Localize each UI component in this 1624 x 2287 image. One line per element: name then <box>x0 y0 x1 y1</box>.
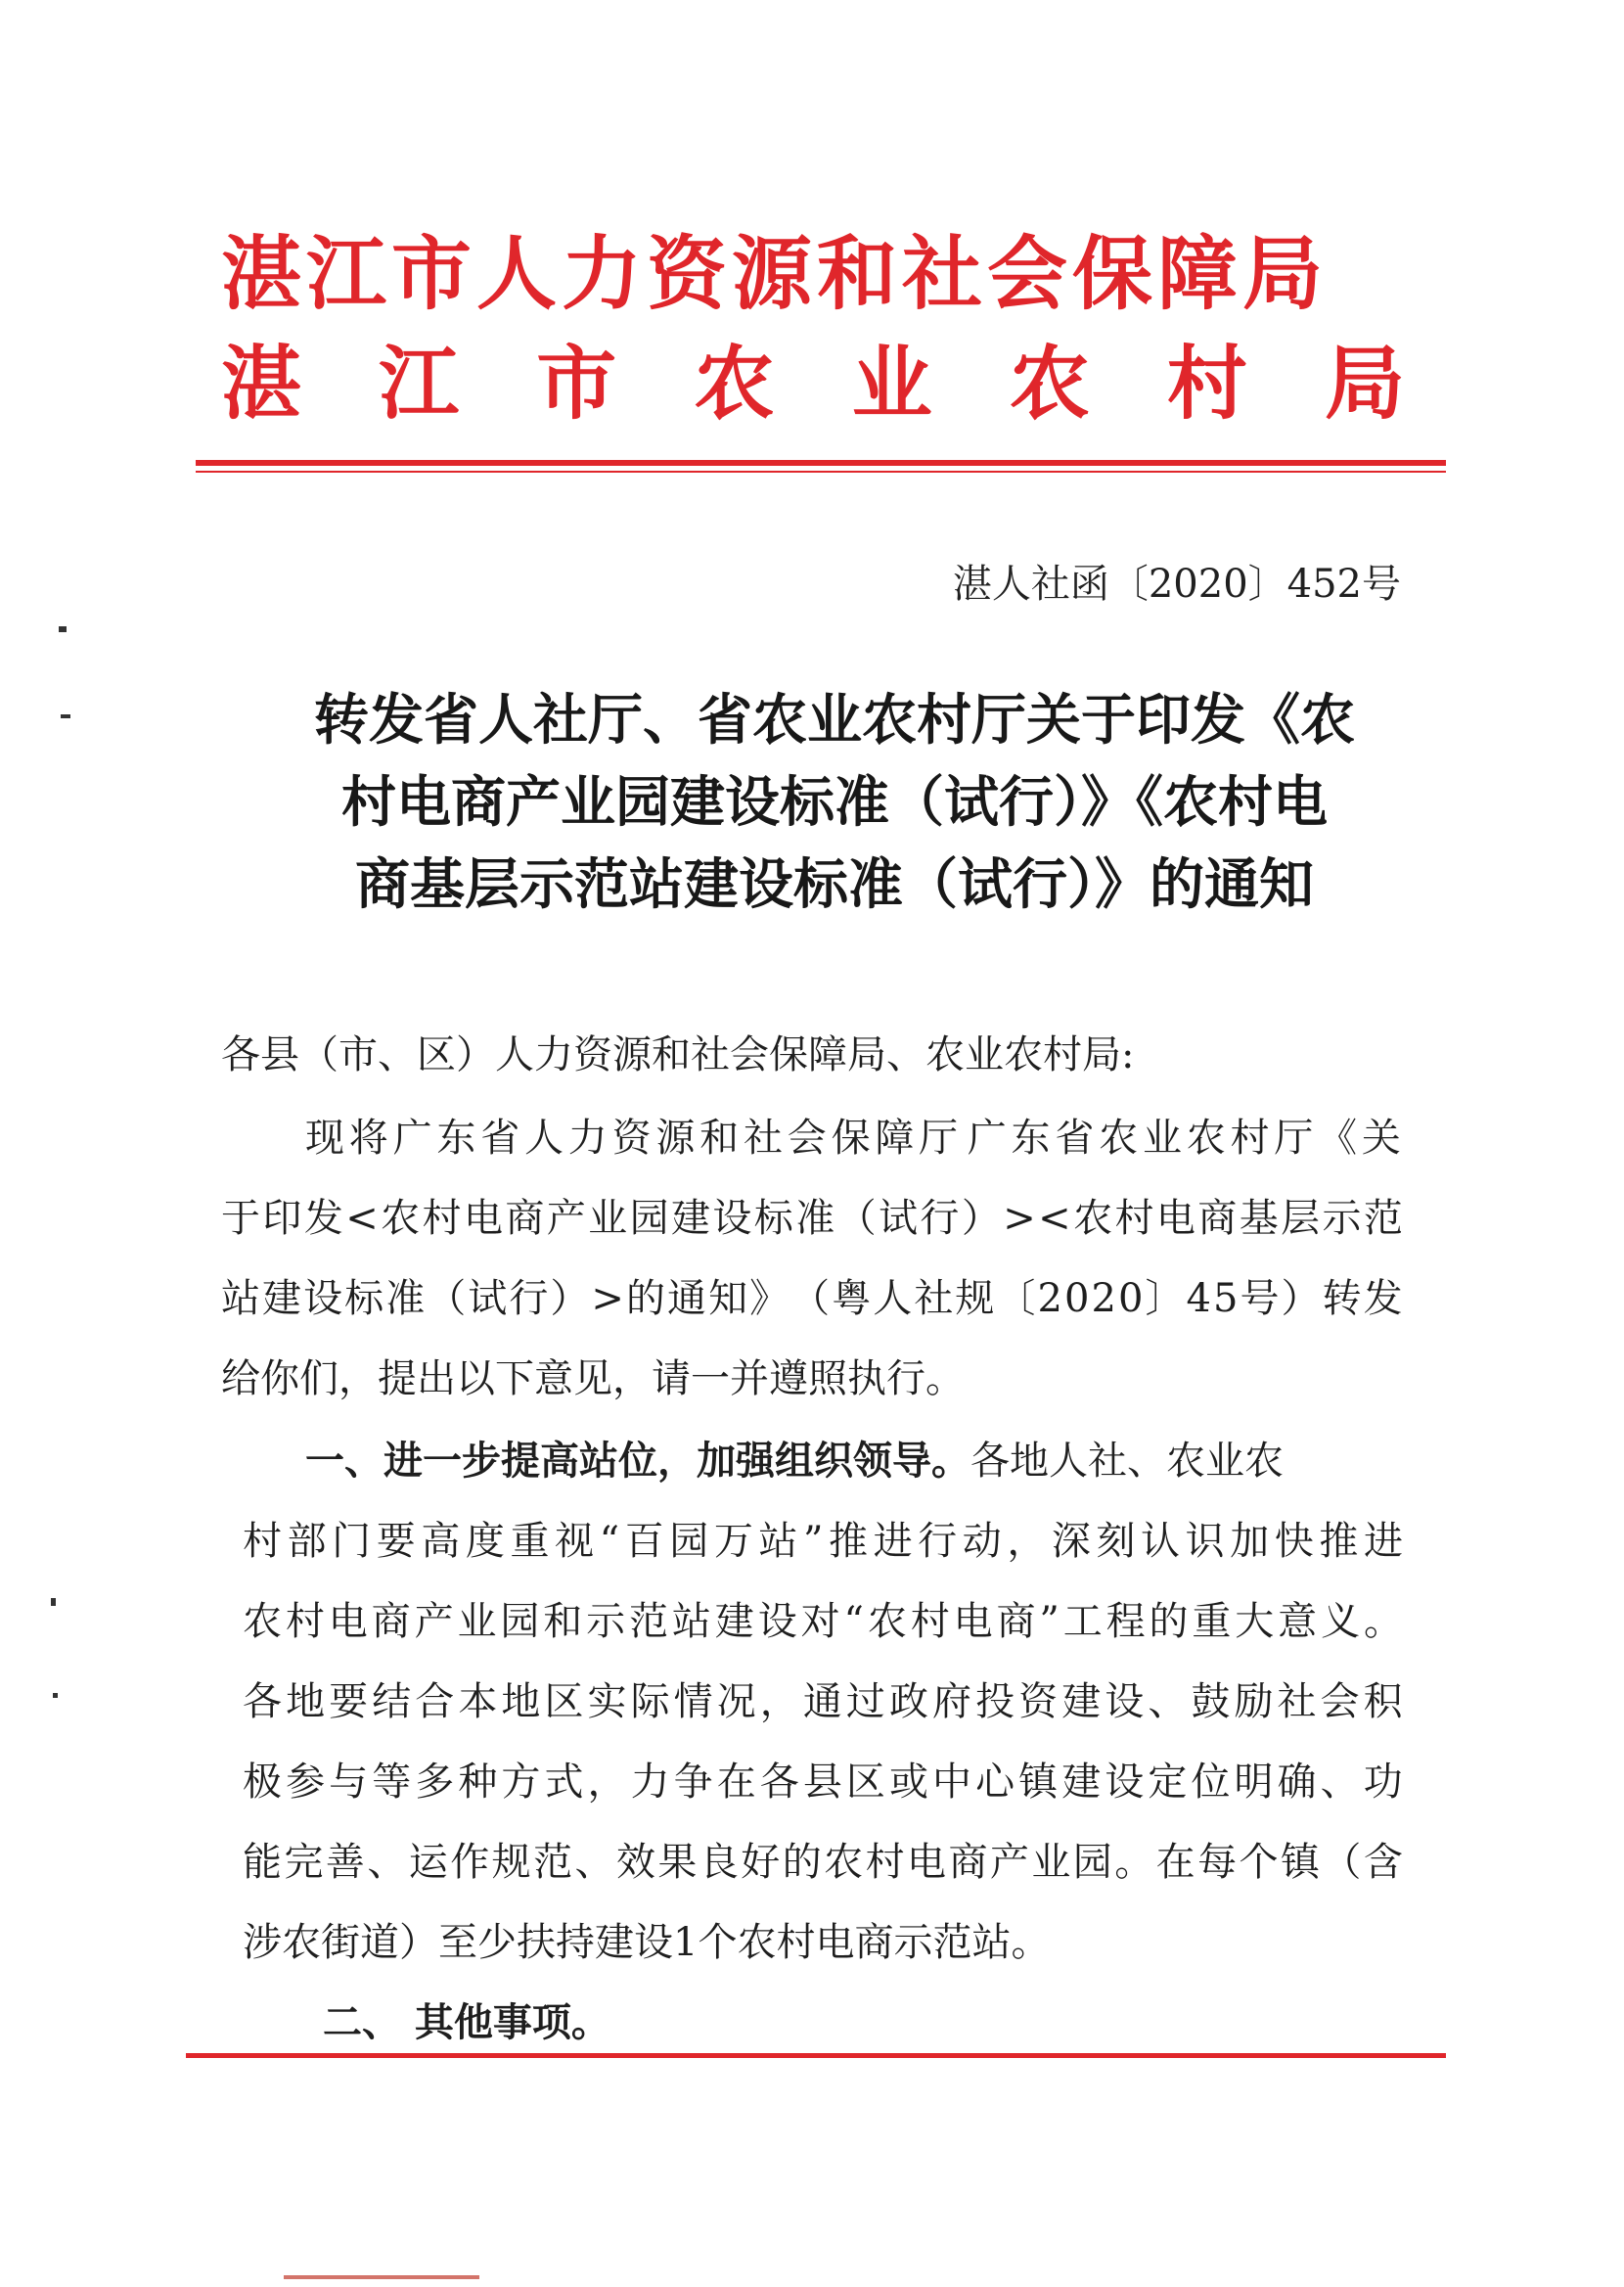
issuer-char: 市 <box>536 337 617 431</box>
glyph: 建 <box>670 1196 710 1241</box>
glyph: 完 <box>284 1840 324 1885</box>
glyph: 源 <box>655 1116 696 1161</box>
glyph: 。 <box>1114 1840 1154 1885</box>
glyph: 重 <box>1192 1599 1232 1644</box>
glyph: 部 <box>287 1519 327 1564</box>
glyph: 关 <box>1361 1116 1401 1161</box>
glyph: 农 <box>243 1599 282 1644</box>
glyph: 要 <box>329 1679 369 1724</box>
glyph: 力 <box>630 1760 670 1805</box>
glyph: 省 <box>480 1116 520 1161</box>
glyph: 行 <box>918 1519 958 1564</box>
glyph: 园 <box>1072 1840 1112 1885</box>
glyph: 大 <box>1235 1599 1275 1644</box>
glyph: 试 <box>468 1276 508 1321</box>
glyph: 义 <box>1321 1599 1361 1644</box>
glyph: 将 <box>348 1116 388 1161</box>
glyph: 印 <box>262 1196 302 1241</box>
glyph: 力 <box>567 1116 608 1161</box>
glyph: （ <box>427 1276 467 1321</box>
glyph: 含 <box>1363 1840 1403 1885</box>
glyph: 试 <box>879 1196 919 1241</box>
title-line: 村电商产业园建设标准（试行）》《农村电 <box>341 771 1328 835</box>
glyph: 合 <box>415 1679 455 1724</box>
scan-mark <box>51 1598 56 1606</box>
glyph: 镇 <box>1018 1760 1059 1805</box>
glyph: 万 <box>713 1519 753 1564</box>
glyph: 门 <box>332 1519 372 1564</box>
glyph: 园 <box>669 1519 709 1564</box>
glyph: ， <box>587 1760 627 1805</box>
glyph: > <box>1003 1196 1036 1241</box>
glyph: 高 <box>421 1519 461 1564</box>
section-2-heading: 二、 其他事项。 <box>323 2000 610 2045</box>
glyph: 村 <box>865 1840 905 1885</box>
glyph: 县 <box>802 1760 842 1805</box>
glyph: 商 <box>505 1196 545 1241</box>
glyph: 动 <box>962 1519 1002 1564</box>
glyph: 规 <box>491 1840 531 1885</box>
glyph: 视 <box>555 1519 595 1564</box>
glyph: 商 <box>996 1599 1036 1644</box>
glyph: 〕 <box>1145 1276 1185 1321</box>
glyph: 〔 <box>996 1276 1036 1321</box>
glyph: 业 <box>1142 1116 1182 1161</box>
glyph: 积 <box>1363 1679 1403 1724</box>
section-1-line <box>243 1838 1403 1887</box>
glyph: 位 <box>1191 1760 1231 1805</box>
glyph: 每 <box>1197 1840 1238 1885</box>
glyph: 发 <box>303 1196 343 1241</box>
glyph: 农 <box>381 1196 421 1241</box>
glyph: 的 <box>782 1840 822 1885</box>
glyph: 通 <box>802 1679 842 1724</box>
glyph: 善 <box>325 1840 365 1885</box>
glyph: 会 <box>1320 1679 1360 1724</box>
scan-mark <box>53 1693 58 1698</box>
glyph: 村 <box>1230 1116 1270 1161</box>
glyph: 鼓 <box>1191 1679 1231 1724</box>
glyph: 在 <box>716 1760 756 1805</box>
glyph: 政 <box>888 1679 928 1724</box>
glyph: 建 <box>262 1276 302 1321</box>
glyph: 府 <box>932 1679 971 1724</box>
glyph: 产 <box>546 1196 586 1241</box>
glyph: 0 <box>1117 1276 1144 1321</box>
glyph: 行 <box>920 1196 960 1241</box>
glyph: 效 <box>615 1840 655 1885</box>
glyph: 范 <box>1363 1196 1403 1241</box>
glyph: 社 <box>743 1116 783 1161</box>
glyph: 电 <box>463 1196 503 1241</box>
glyph: 农 <box>1073 1196 1113 1241</box>
glyph: 明 <box>1234 1760 1274 1805</box>
glyph: 发 <box>1363 1276 1403 1321</box>
intro-line: 给你们，提出以下意见，请一并遵照执行。 <box>221 1356 965 1401</box>
glyph: 电 <box>1155 1196 1195 1241</box>
glyph: 农 <box>824 1840 864 1885</box>
glyph: 的 <box>625 1276 665 1321</box>
glyph: 好 <box>741 1840 781 1885</box>
title-line: 转发省人社厅、省农业农村厅关于印发《农 <box>314 689 1355 753</box>
glyph: 电 <box>328 1599 368 1644</box>
issuer-char: 局 <box>1324 337 1405 431</box>
glyph: 投 <box>975 1679 1015 1724</box>
glyph: 进 <box>873 1519 913 1564</box>
glyph: 标 <box>344 1276 384 1321</box>
glyph: ， <box>1007 1519 1047 1564</box>
intro-line <box>305 1114 1401 1163</box>
glyph: 况 <box>716 1679 756 1724</box>
glyph: ” <box>1039 1599 1060 1644</box>
glyph: < <box>345 1196 379 1241</box>
glyph: 园 <box>629 1196 669 1241</box>
scan-mark <box>61 714 70 718</box>
glyph: 广 <box>967 1116 1007 1161</box>
glyph: 农 <box>1099 1116 1139 1161</box>
section-1-first-line <box>305 1437 1403 1486</box>
glyph: 本 <box>458 1679 498 1724</box>
glyph: 推 <box>829 1519 868 1564</box>
glyph: 、 <box>1320 1760 1360 1805</box>
glyph: ） <box>961 1196 1001 1241</box>
glyph: 2 <box>1091 1276 1116 1321</box>
glyph: 准 <box>795 1196 835 1241</box>
glyph: 资 <box>611 1116 652 1161</box>
glyph: 人 <box>873 1276 913 1321</box>
glyph: 过 <box>845 1679 885 1724</box>
glyph: 参 <box>286 1760 326 1805</box>
header-red-rule <box>196 460 1446 466</box>
issuer-line-agriculture <box>221 335 1405 433</box>
glyph: 度 <box>465 1519 505 1564</box>
glyph: 5 <box>1213 1276 1239 1321</box>
glyph: 果 <box>657 1840 698 1885</box>
glyph: 村 <box>1114 1196 1154 1241</box>
section-1-line <box>243 1517 1403 1566</box>
glyph: 识 <box>1185 1519 1225 1564</box>
glyph: 深 <box>1051 1519 1091 1564</box>
glyph: 0 <box>1063 1276 1090 1321</box>
glyph: “ <box>843 1599 864 1644</box>
glyph: 地 <box>501 1679 541 1724</box>
glyph: 地 <box>286 1679 326 1724</box>
glyph: 设 <box>757 1599 797 1644</box>
glyph: 设 <box>712 1196 752 1241</box>
glyph: 区 <box>544 1679 584 1724</box>
glyph: 际 <box>630 1679 670 1724</box>
glyph: 农 <box>1186 1116 1226 1161</box>
glyph: 极 <box>243 1760 282 1805</box>
glyph: 意 <box>1278 1599 1318 1644</box>
glyph: 心 <box>975 1760 1015 1805</box>
scan-mark <box>284 2275 479 2279</box>
glyph: 产 <box>414 1599 454 1644</box>
glyph: 建 <box>1061 1679 1102 1724</box>
glyph: 作 <box>450 1840 490 1885</box>
glyph: 广 <box>392 1116 432 1161</box>
glyph: 基 <box>1239 1196 1279 1241</box>
glyph: 、 <box>574 1840 614 1885</box>
glyph: ， <box>759 1679 799 1724</box>
section-1-first-line-rest: 各地人社、农业农 <box>970 1439 1284 1484</box>
glyph: 知 <box>708 1276 748 1321</box>
glyph: 定 <box>1148 1760 1188 1805</box>
glyph: 设 <box>1105 1679 1145 1724</box>
glyph: 多 <box>415 1760 455 1805</box>
glyph: 快 <box>1274 1519 1314 1564</box>
glyph: 在 <box>1155 1840 1195 1885</box>
glyph: 示 <box>586 1599 626 1644</box>
glyph: 标 <box>753 1196 793 1241</box>
glyph: 镇 <box>1280 1840 1320 1885</box>
section-1-line: 涉农街道）至少扶持建设1个农村电商示范站。 <box>243 1920 1051 1965</box>
glyph: 和 <box>699 1116 740 1161</box>
footer-red-rule <box>186 2053 1446 2058</box>
glyph: 社 <box>914 1276 954 1321</box>
glyph: 、 <box>367 1840 407 1885</box>
intro-line <box>221 1274 1403 1323</box>
glyph: “ <box>599 1519 620 1564</box>
glyph: 号 <box>1240 1276 1280 1321</box>
glyph: 确 <box>1277 1760 1317 1805</box>
intro-line <box>221 1194 1403 1243</box>
glyph: （ <box>1322 1840 1362 1885</box>
glyph: > <box>591 1276 624 1321</box>
glyph: 商 <box>948 1840 988 1885</box>
glyph: 设 <box>1105 1760 1145 1805</box>
glyph: 加 <box>1230 1519 1270 1564</box>
glyph: 争 <box>673 1760 713 1805</box>
glyph: 百 <box>624 1519 664 1564</box>
glyph: 各 <box>243 1679 282 1724</box>
glyph: 业 <box>1031 1840 1071 1885</box>
glyph: 商 <box>371 1599 411 1644</box>
glyph: 2 <box>1037 1276 1062 1321</box>
glyph: 转 <box>1322 1276 1362 1321</box>
issuer-char: 江 <box>379 337 460 431</box>
glyph: 进 <box>1363 1519 1403 1564</box>
glyph: 业 <box>457 1599 497 1644</box>
glyph: 资 <box>1018 1679 1059 1724</box>
glyph: 商 <box>1197 1196 1238 1241</box>
glyph: 情 <box>673 1679 713 1724</box>
glyph: 站 <box>671 1599 711 1644</box>
issuer-char: 村 <box>1166 337 1247 431</box>
issuer-char: 农 <box>694 337 775 431</box>
glyph: 现 <box>305 1116 344 1161</box>
glyph: 厅 <box>1274 1116 1314 1161</box>
glyph: 《 <box>1318 1116 1358 1161</box>
glyph: 个 <box>1239 1840 1279 1885</box>
glyph: 中 <box>932 1760 971 1805</box>
issuer-char: 湛 <box>221 337 302 431</box>
glyph: 的 <box>1149 1599 1189 1644</box>
glyph: 人 <box>523 1116 564 1161</box>
issuer-char: 业 <box>851 337 932 431</box>
glyph: 行 <box>509 1276 549 1321</box>
glyph: 产 <box>989 1840 1029 1885</box>
glyph: 于 <box>221 1196 260 1241</box>
glyph: 区 <box>845 1760 885 1805</box>
glyph: 推 <box>1319 1519 1359 1564</box>
glyph: 4 <box>1186 1276 1211 1321</box>
glyph: 省 <box>1055 1116 1095 1161</box>
title-line: 商基层示范站建设标准（试行）》的通知 <box>355 853 1314 917</box>
glyph: 建 <box>1061 1760 1102 1805</box>
glyph: 示 <box>1322 1196 1362 1241</box>
document-title <box>252 680 1417 927</box>
glyph: 实 <box>587 1679 627 1724</box>
glyph: （ <box>836 1196 877 1241</box>
glyph: 励 <box>1234 1679 1274 1724</box>
glyph: 业 <box>588 1196 628 1241</box>
section-1-line <box>243 1597 1403 1646</box>
glyph: 通 <box>667 1276 707 1321</box>
issuer-line-hrss: 湛江市人力资源和社会保障局 <box>221 227 1329 321</box>
glyph: 重 <box>510 1519 550 1564</box>
glyph: 良 <box>699 1840 739 1885</box>
glyph: 建 <box>714 1599 754 1644</box>
glyph: ） <box>1281 1276 1321 1321</box>
glyph: 准 <box>385 1276 426 1321</box>
glyph: 园 <box>500 1599 540 1644</box>
glyph: 与 <box>329 1760 369 1805</box>
glyph: 刻 <box>1096 1519 1136 1564</box>
glyph: 范 <box>629 1599 669 1644</box>
section-1-heading: 一、进一步提高站位，加强组织领导。 <box>305 1439 970 1484</box>
glyph: 电 <box>953 1599 993 1644</box>
glyph: 村 <box>243 1519 282 1564</box>
glyph: 会 <box>787 1116 827 1161</box>
glyph: （ <box>790 1276 831 1321</box>
glyph: 站 <box>221 1276 260 1321</box>
glyph: 村 <box>285 1599 325 1644</box>
glyph: 粤 <box>832 1276 872 1321</box>
section-1-line <box>243 1677 1403 1726</box>
glyph: 认 <box>1141 1519 1181 1564</box>
glyph: 等 <box>372 1760 412 1805</box>
glyph: 村 <box>422 1196 462 1241</box>
glyph: 村 <box>910 1599 950 1644</box>
glyph: 》 <box>749 1276 789 1321</box>
glyph: 保 <box>831 1116 871 1161</box>
glyph: 种 <box>458 1760 498 1805</box>
salutation: 各县（市、区）人力资源和社会保障局、农业农村局: <box>221 1032 1135 1077</box>
glyph: 、 <box>1148 1679 1188 1724</box>
glyph: 东 <box>436 1116 476 1161</box>
issuer-char: 农 <box>1009 337 1090 431</box>
document-number: 湛人社函〔2020〕452号 <box>952 562 1401 607</box>
glyph: 式 <box>544 1760 584 1805</box>
header-red-rule-thin <box>196 471 1446 473</box>
glyph: ） <box>550 1276 590 1321</box>
glyph: 功 <box>1363 1760 1403 1805</box>
glyph: 东 <box>1011 1116 1051 1161</box>
glyph: 结 <box>372 1679 412 1724</box>
glyph: 社 <box>1277 1679 1317 1724</box>
glyph: 规 <box>955 1276 995 1321</box>
glyph: 要 <box>376 1519 416 1564</box>
glyph: 对 <box>800 1599 840 1644</box>
glyph: ” <box>802 1519 824 1564</box>
glyph: 设 <box>303 1276 343 1321</box>
glyph: 能 <box>243 1840 282 1885</box>
glyph: 或 <box>888 1760 928 1805</box>
glyph: 运 <box>408 1840 448 1885</box>
glyph: 各 <box>759 1760 799 1805</box>
glyph: 和 <box>543 1599 583 1644</box>
glyph: 层 <box>1281 1196 1321 1241</box>
glyph: 范 <box>533 1840 573 1885</box>
scan-mark <box>59 626 67 632</box>
glyph: 障 <box>875 1116 915 1161</box>
glyph: 工 <box>1062 1599 1103 1644</box>
section-1-line <box>243 1758 1403 1807</box>
glyph: < <box>1038 1196 1071 1241</box>
glyph: 农 <box>867 1599 907 1644</box>
glyph: 站 <box>758 1519 798 1564</box>
glyph: 。 <box>1363 1599 1403 1644</box>
glyph: 程 <box>1105 1599 1146 1644</box>
glyph: 电 <box>907 1840 946 1885</box>
glyph: 厅 <box>919 1116 959 1161</box>
glyph: 方 <box>501 1760 541 1805</box>
